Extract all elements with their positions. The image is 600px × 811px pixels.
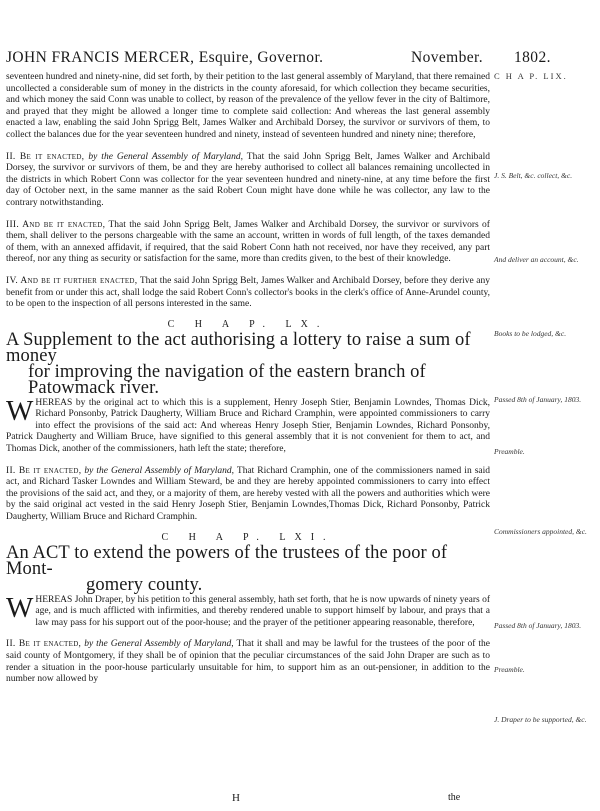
document-body (6, 72, 490, 686)
chapter-title-lx (6, 329, 490, 398)
chapter-title-line: gomery county. (86, 574, 203, 595)
drop-capital: W (6, 394, 34, 427)
margin-note-preamble-lxi: Preamble. (494, 665, 525, 674)
chapter-heading-lxi: C H A P. LXI. (161, 531, 335, 543)
margin-note-passed-lx: Passed 8th of January, 1803. (494, 395, 582, 404)
running-header (6, 49, 554, 71)
paragraph-lx-section-2 (6, 466, 490, 524)
chapter-title-lxi (6, 542, 490, 595)
catchword: the (448, 792, 461, 803)
paragraph-lx-preamble (6, 394, 490, 456)
header-governor: JOHN FRANCIS MERCER, Esquire, Governor. (6, 49, 324, 66)
section-text: HEREAS by the original act to which this is a supplement, Henry Joseph Stier, Benjamin Lowndes, Thomas Dick, Richard Ponsonby, Patrick Daugherty, William Bruce and Richard Cramphin, were appointed commissioners to carry into effect the provisions of the said act: And whereas Henry Joseph Stier, Benjamin Lowndes, Richard Ponsonby, Patrick Daugherty and William Bruce, have signified to this general assembly that it is not convenient for them to act, and Thomas Dick, another of the commissioners, hath left the state; therefore, (6, 397, 490, 455)
margin-note-commissioners: Commissioners appointed, &c. (494, 527, 587, 536)
enacting-clause: IV. And be it further enacted, (6, 275, 138, 286)
header-year: 1802. (514, 49, 551, 66)
section-text: That Richard Cramphin, one of the commissioners named in said act, and Richard Tasker Lowndes and William Steward, be and they are hereby appointed commissioners to carry into effect the provisions of the said act, and they, or a majority of them, are hereby vested with all the powers and authorities which were by the said original act vested in the said Henry Joseph Stier, Benjamin Lowndes,Thomas Dick, Richard Ponsonby, Patrick Daugherty, William Bruce and Richard Cramphin. (6, 465, 491, 523)
margin-note-account: And deliver an account, &c. (494, 255, 579, 264)
chapter-title-line: A Supplement to the act authorising a lottery to raise a sum of money (6, 329, 471, 366)
section-text: That the said John Sprigg Belt, James Walker and Archibald Dorsey, the survivor or survivors of them, be and they are hereby authorised to collect all balances remaining uncollected in the districts in which Robert Conn was collector for the year seventeen hundred and ninety-nine, at any time before the first day of October next, in the same manner as the said Robert Coun might have done while he was collector, any law to the contrary notwithstanding. (6, 151, 490, 208)
paragraph-lix-section-3 (6, 220, 490, 266)
enacting-clause: II. Be it enacted, (6, 465, 82, 476)
section-text: HEREAS John Draper, by his petition to this general assembly, hath set forth, that he is now upwards of ninety years of age, and is much afflicted with infirmities, and thereby rendered unable to support himself by labour, and prays that a law may pass for his support out of the poor-house; and the prayer of the petitioner appearing reasonable, therefore, (35, 594, 490, 628)
margin-note-preamble-lx: Preamble. (494, 447, 525, 456)
chapter-title-line: for improving the navigation of the eastern branch of Patowmack river. (28, 361, 426, 398)
chapter-heading-lx: C H A P. LX. (167, 318, 329, 330)
paragraph-lix-section-2 (6, 152, 490, 210)
enacting-authority: by the General Assembly of Maryland, (84, 639, 234, 650)
margin-note-belt: J. S. Belt, &c. collect, &c. (494, 171, 573, 180)
paragraph-lxi-section-2 (6, 639, 490, 685)
section-text: That the said John Sprigg Belt, James Walker and Archibald Dorsey, the survivor or survivors of them, shall deliver to the persons chargeable with the same an account, written in words of full length, of the taxes demanded of them, with an annexed affidavit, if required, that the said Robert Conn hath not received, nor have they received, any part thereof, nor any thing as security or satisfaction for the same, more than credits given, to the best of their knowledge. (6, 219, 490, 265)
enacting-authority: by the General Assembly of Maryland, (84, 465, 235, 476)
signature-mark: H (232, 792, 240, 804)
enacting-authority: by the General Assembly of Maryland, (88, 151, 243, 162)
enacting-clause: III. And be it enacted, (6, 219, 106, 230)
paragraph-lxi-preamble (6, 591, 490, 630)
chapter-title-line: An ACT to extend the powers of the trustees of the poor of Mont- (6, 542, 448, 579)
margin-chap-lix: C H A P. LIX. (494, 71, 568, 81)
drop-capital: W (6, 591, 34, 624)
enacting-clause: II. Be it enacted, (6, 639, 82, 650)
section-text: That it shall and may be lawful for the trustees of the poor of the said county of Montgomery, if they shall be of opinion that the peculiar circumstances of the said John Draper are such as to render a situation in the poor-house particularly unsuitable for him, to support him as an out-pensioner, in addition to the number now allowed by (6, 639, 490, 685)
section-text: That the said John Sprigg Belt, James Walker and Archibald Dorsey, before they derive any benefit from or under this act, shall lodge the said Robert Conn's collector's books in the clerk's office of Anne-Arundel county, to be open to the inspection of all persons interested in the same. (6, 275, 490, 310)
header-month: November. (411, 49, 484, 66)
paragraph-lix-section-4 (6, 276, 490, 311)
enacting-clause: II. Be it enacted, (6, 151, 85, 162)
margin-note-passed-lxi: Passed 8th of January, 1803. (494, 621, 582, 630)
margin-note-books: Books to be lodged, &c. (494, 329, 567, 338)
paragraph-lix-preamble-cont: seventeen hundred and ninety-nine, did set forth, by their petition to the last general assembly of Maryland, that there remained uncollected a considerable sum of money in the districts in the county aforesaid, for which collection they became securities, and which money the said Conn was unable to collect, by reason of the prevalence of the yellow fever in the city of Baltimore, and prayed that they might be allowed a longer time to complete said collection: And whereas the last general assembly enacted a law, enabling the said John Sprigg Belt, James Walker and Archibald Dorsey, the survivor or survivors of them, to collect the balances due for the year seventeen hundred and ninety, instead of seventeen hundred and ninety nine; therefore, (6, 72, 490, 140)
margin-note-draper: J. Draper to be supported, &c. (494, 715, 587, 724)
